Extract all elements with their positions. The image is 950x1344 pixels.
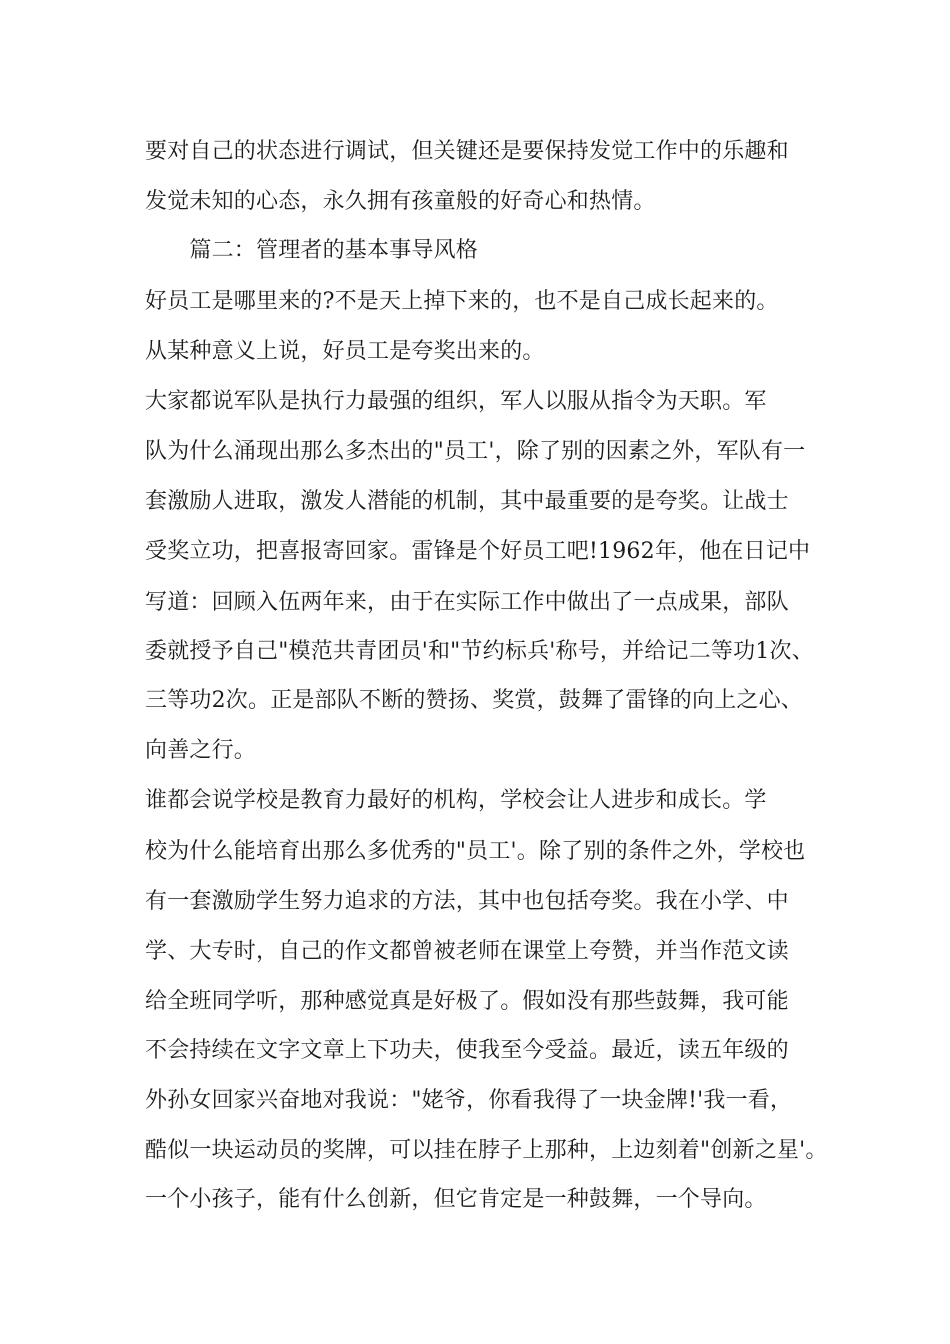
text-line: 有一套激励学生努力追求的方法，其中也包括夸奖。我在小学、中 xyxy=(145,889,789,914)
text-line: 外孙女回家兴奋地对我说："姥爷，你看我得了一块金牌!'我一看， xyxy=(145,1088,793,1113)
text-line: 写道：回顾入伍两年来，由于在实际工作中做出了一点成果，部队 xyxy=(145,590,789,615)
text-line: 大家都说军队是执行力最强的组织，军人以服从指令为天职。军 xyxy=(145,389,767,414)
text-line: 三等功2次。正是部队不断的赞扬、奖赏，鼓舞了雷锋的向上之心、 xyxy=(145,688,803,713)
text-line: 好员工是哪里来的?不是天上掉下来的，也不是自己成长起来的。 xyxy=(145,289,779,314)
text-line: 不会持续在文字文章上下功夫，使我至今受益。最近，读五年级的 xyxy=(145,1038,789,1063)
text-line: 发觉未知的心态，永久拥有孩童般的好奇心和热情。 xyxy=(145,189,656,214)
text-line: 套激励人进取，激发人潜能的机制，其中最重要的是夸奖。让战士 xyxy=(145,489,789,514)
text-line: 向善之行。 xyxy=(145,738,257,763)
text-line: 谁都会说学校是教育力最好的机构，学校会让人进步和成长。学 xyxy=(145,788,767,813)
text-line: 从某种意义上说，好员工是夸奖出来的。 xyxy=(145,339,545,364)
text-line: 要对自己的状态进行调试，但关键还是要保持发觉工作中的乐趣和 xyxy=(145,139,789,164)
text-line: 一个小孩子，能有什么创新，但它肯定是一种鼓舞，一个导向。 xyxy=(145,1187,767,1212)
text-line: 队为什么涌现出那么多杰出的"员工'，除了别的因素之外，军队有一 xyxy=(145,439,806,464)
section-heading: 篇二：管理者的基本事导风格 xyxy=(145,238,479,263)
text-line: 学、大专时，自己的作文都曾被老师在课堂上夸赞，并当作范文读 xyxy=(145,939,789,964)
text-line: 酷似一块运动员的奖牌，可以挂在脖子上那种，上边刻着"创新之星'。 xyxy=(145,1138,828,1163)
text-line: 受奖立功，把喜报寄回家。雷锋是个好员工吧!1962年，他在日记中 xyxy=(145,539,811,564)
text-line: 给全班同学听，那种感觉真是好极了。假如没有那些鼓舞，我可能 xyxy=(145,989,789,1014)
text-line: 校为什么能培育出那么多优秀的"员工'。除了别的条件之外，学校也 xyxy=(145,839,806,864)
text-line: 委就授予自己"模范共青团员'和"节约标兵'称号，并给记二等功1次、 xyxy=(145,639,814,664)
